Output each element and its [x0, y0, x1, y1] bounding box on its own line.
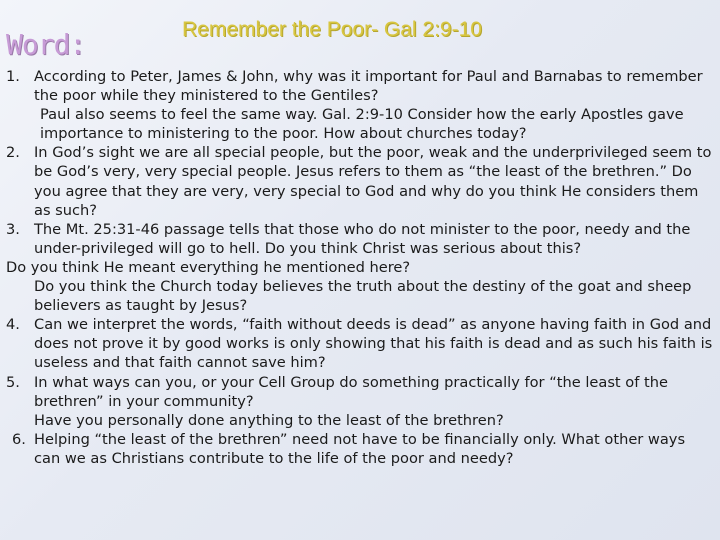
list-item-1	[6, 67, 714, 105]
item-number: 2.	[6, 144, 20, 162]
list-item-note: Paul also seems to feel the same way. Gal. 2:9-10 Consider how the early Apostles gave importance to ministering to the poor. How about churches today?	[40, 106, 684, 143]
question-list	[6, 67, 714, 468]
item-text: In God’s sight we are all special people, but the poor, weak and the underprivileged seem to be God’s very, very special people. Jesus refers to them as “the least of the brethren.” Do you agree that they are very, very special to God and why do you think He considers them as such?	[34, 144, 712, 219]
item-text: Helping “the least of the brethren” need not have to be financially only. What other ways can we as Christians contribute to the life of the poor and needy?	[34, 430, 686, 467]
item-number: 5.	[6, 373, 20, 391]
item-number: 1.	[6, 68, 20, 85]
list-item-note: Have you personally done anything to the least of the brethren?	[34, 411, 504, 429]
item-number: 3.	[6, 220, 20, 238]
list-item-note: Do you think He meant everything he mentioned here?	[6, 258, 411, 276]
item-text: According to Peter, James & John, why was it important for Paul and Barnabas to remember the poor while they ministered to the Gentiles?	[34, 68, 703, 105]
slide-title: Remember the Poor- Gal 2:9-10	[182, 18, 482, 41]
list-item-2	[6, 143, 714, 219]
item-text: In what ways can you, or your Cell Group do something practically for “the least of the brethren” in your community?	[34, 373, 668, 410]
list-item-3	[6, 220, 714, 258]
list-item-note: Do you think the Church today believes the truth about the destiny of the goat and sheep believers as taught by Jesus?	[34, 278, 692, 315]
word-label: Word:	[6, 28, 86, 61]
item-number: 4.	[6, 316, 20, 334]
item-text: The Mt. 25:31-46 passage tells that those who do not minister to the poor, needy and the under-privileged will go to hell. Do you think Christ was serious about this?	[34, 220, 691, 257]
item-number: 6.	[12, 430, 26, 448]
list-item-6	[6, 430, 714, 468]
list-item-4	[6, 315, 714, 372]
list-item-5	[6, 373, 714, 411]
item-text: Can we interpret the words, “faith without deeds is dead” as anyone having faith in God and does not prove it by good works is only showing that his faith is dead and as such his faith is useless and that faith cannot save him?	[34, 316, 713, 372]
